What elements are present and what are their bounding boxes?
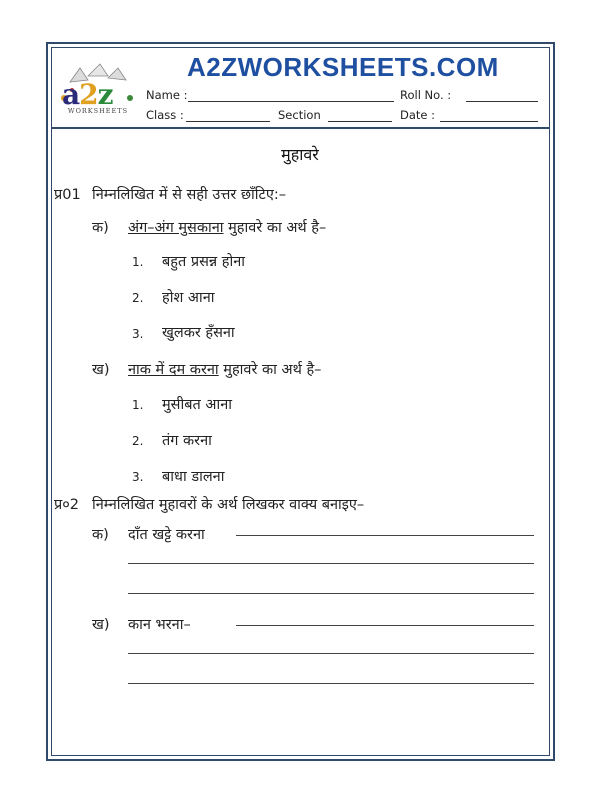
q1b-marker: ख) <box>92 362 110 378</box>
q2b-marker: ख) <box>92 617 110 633</box>
logo-text: a2z <box>62 78 113 111</box>
q1b-option-text[interactable]: मुसीबत आना <box>162 397 233 413</box>
q1b-idiom: नाक में दम करना <box>128 362 219 378</box>
q1-text: निम्नलिखित में से सही उत्तर छाँटिए:– <box>92 187 287 203</box>
class-label: Class : <box>146 108 184 122</box>
answer-line[interactable] <box>128 653 534 654</box>
roll-label: Roll No. : <box>400 88 452 102</box>
section-field[interactable] <box>328 121 392 122</box>
name-field[interactable] <box>188 101 394 102</box>
name-label: Name : <box>146 88 188 102</box>
q1a-option-number: 2. <box>132 291 144 305</box>
logo-subtext: WORKSHEETS <box>67 107 129 115</box>
answer-line[interactable] <box>236 535 534 536</box>
q2b-text: कान भरना– <box>128 617 191 633</box>
answer-line[interactable] <box>236 625 534 626</box>
date-field[interactable] <box>440 121 538 122</box>
q1a-option-text[interactable]: होश आना <box>162 290 215 306</box>
q1a-rest: मुहावरे का अर्थ है– <box>223 220 327 236</box>
q2-text: निम्नलिखित मुहावरों के अर्थ लिखकर वाक्य बनाइए– <box>92 497 365 513</box>
site-title: A2ZWORKSHEETS.COM <box>187 52 499 82</box>
date-label: Date : <box>400 108 436 122</box>
q1a-prompt <box>128 217 326 237</box>
answer-line[interactable] <box>128 593 534 594</box>
q1b-option-number: 1. <box>132 398 144 412</box>
q1-number: प्र01 <box>54 187 81 203</box>
class-field[interactable] <box>186 121 270 122</box>
q1b-prompt <box>128 359 321 379</box>
answer-line[interactable] <box>128 683 534 684</box>
q2a-text: दाँत खट्टे करना <box>128 527 205 543</box>
q1b-option-text[interactable]: बाधा डालना <box>162 469 225 485</box>
q1b-option-number: 2. <box>132 434 144 448</box>
q1b-option-text[interactable]: तंग करना <box>162 433 212 449</box>
roll-field[interactable] <box>466 101 538 102</box>
q1a-option-text[interactable]: बहुत प्रसन्न होना <box>162 254 246 270</box>
q1a-option-number: 1. <box>132 255 144 269</box>
q1b-option-number: 3. <box>132 470 144 484</box>
q1a-option-number: 3. <box>132 327 144 341</box>
q2a-marker: क) <box>92 527 109 543</box>
section-label: Section <box>278 108 321 122</box>
worksheet-title: मुहावरे <box>281 145 319 164</box>
header-separator <box>51 127 550 129</box>
q1b-rest: मुहावरे का अर्थ है– <box>218 362 322 378</box>
q2-number: प्र०2 <box>54 497 80 513</box>
answer-line[interactable] <box>128 563 534 564</box>
q1a-marker: क) <box>92 220 109 236</box>
q1a-option-text[interactable]: खुलकर हँसना <box>162 325 235 341</box>
q1a-idiom: अंग–अंग मुसकाना <box>128 220 224 236</box>
